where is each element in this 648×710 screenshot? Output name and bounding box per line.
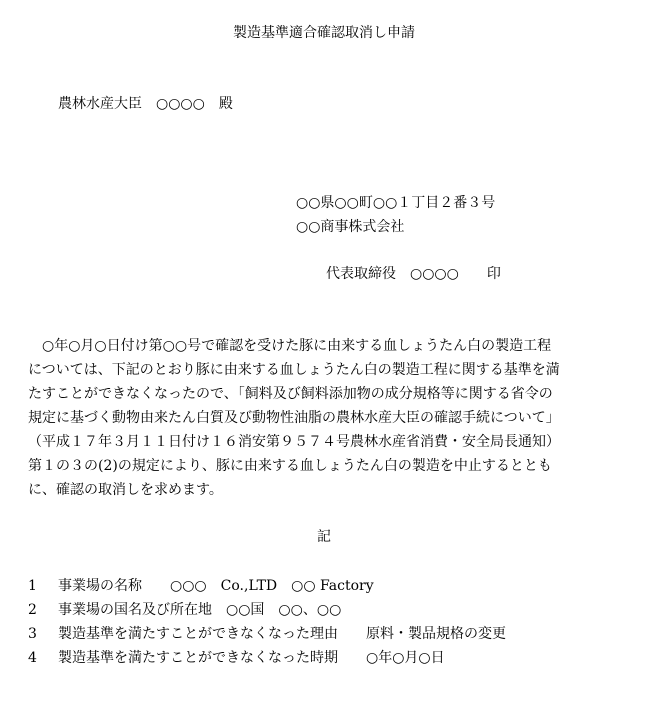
body-line: ○年○月○日付け第○○号で確認を受けた豚に由来する血しょうたん白の製造工程: [28, 338, 552, 354]
body-paragraph: [28, 334, 632, 502]
list-item: [28, 623, 506, 643]
item-text: 事業場の名称 ○○○ Co.,LTD ○○ Factory: [58, 578, 374, 594]
item-number: 4: [28, 650, 37, 666]
sender-company: ○○商事株式会社: [296, 219, 405, 235]
addressee: 農林水産大臣 ○○○○ 殿: [58, 96, 233, 112]
body-line: に、確認の取消しを求めます。: [28, 482, 223, 498]
body-line: たすことができなくなったので、「飼料及び飼料添加物の成分規格等に関する省令の: [28, 386, 553, 402]
list-item: [28, 647, 445, 667]
document-title: 製造基準適合確認取消し申請: [233, 25, 415, 41]
ki-heading: 記: [317, 529, 331, 545]
body-line: 第１の３の(2)の規定により、豚に由来する血しょうたん白の製造を中止するととも: [28, 458, 552, 474]
item-text: 製造基準を満たすことができなくなった理由 原料・製品規格の変更: [58, 626, 506, 642]
item-number: 1: [28, 578, 37, 594]
body-line: （平成１７年３月１１日付け１６消安第９５７４号農林水産省消費・安全局長通知）: [28, 434, 560, 450]
list-item: [28, 575, 374, 595]
item-number: 3: [28, 626, 37, 642]
sender-address: ○○県○○町○○１丁目２番３号: [296, 195, 496, 211]
item-text: 製造基準を満たすことができなくなった時期 ○年○月○日: [58, 650, 445, 666]
body-line: 規定に基づく動物由来たん白質及び動物性油脂の農林水産大臣の確認手続について」: [28, 410, 560, 426]
body-line: については、下記のとおり豚に由来する血しょうたん白の製造工程に関する基準を満: [28, 362, 560, 378]
list-item: [28, 599, 341, 619]
item-number: 2: [28, 602, 37, 618]
sender-representative: 代表取締役 ○○○○ 印: [326, 266, 501, 282]
item-text: 事業場の国名及び所在地 ○○国 ○○、○○: [58, 602, 342, 618]
